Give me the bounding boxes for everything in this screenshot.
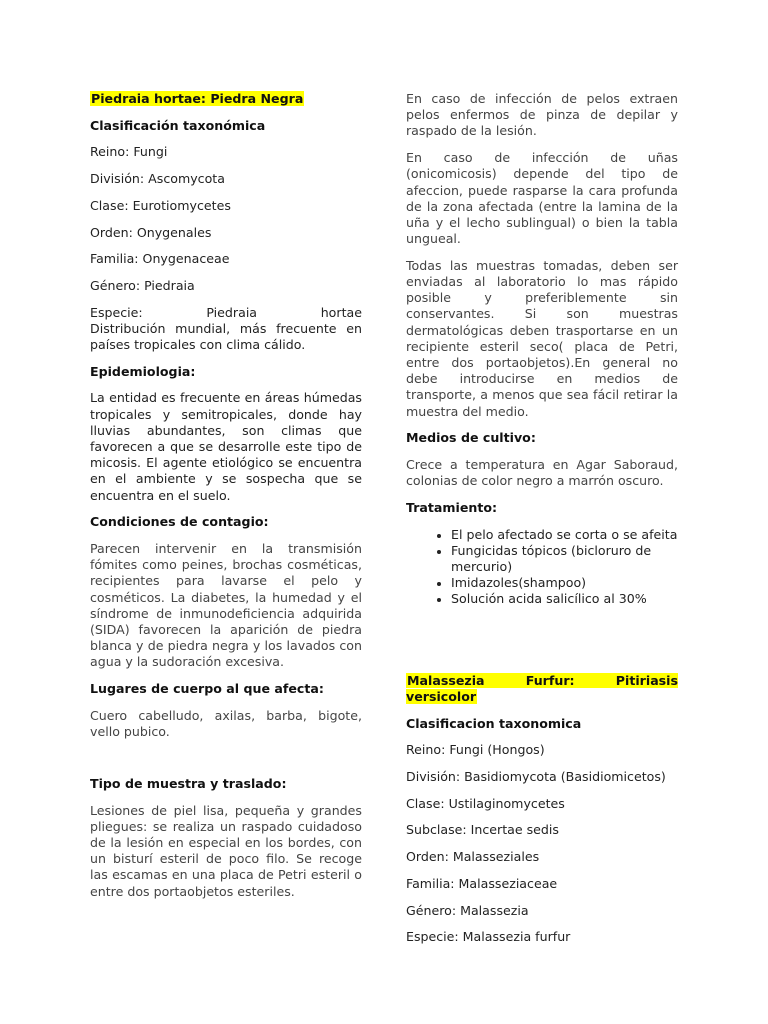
list-item: • Solución acida salicílico al 30%: [451, 591, 678, 607]
spacer: [90, 751, 362, 776]
especie-line-2: Especie: Malassezia furfur: [406, 929, 571, 945]
reino-line: Reino: Fungi: [90, 144, 168, 160]
taxonomy-heading: Clasificación taxonómica: [90, 117, 266, 133]
contagio-heading: Condiciones de contagio:: [90, 514, 269, 530]
cultivo-heading: Medios de cultivo:: [406, 430, 536, 446]
especie-distribucion: [90, 305, 362, 354]
tratamiento-list: [406, 527, 678, 608]
distribucion-text: Distribución mundial, más frecuente en países tropicales con clima cálido.: [90, 320, 362, 353]
cultivo-text: Crece a temperatura en Agar Saboraud, colonias de color negro a marrón oscuro.: [406, 457, 678, 489]
pelos-text: En caso de infección de pelos extraen pelos enfermos de pinza de depilar y raspado de la lesión.: [406, 91, 678, 139]
section-title-2: Malassezia Furfur: Pitiriasis versicolor: [406, 672, 678, 704]
spacer: [406, 618, 678, 673]
genero-line: Género: Piedraia: [90, 277, 195, 293]
list-item: • Imidazoles(shampoo): [451, 575, 678, 591]
subclase-line-2: Subclase: Incertae sedis: [406, 822, 559, 838]
orden-line-2: Orden: Malasseziales: [406, 849, 540, 865]
unas-text: En caso de infección de uñas (onicomicosis) depende del tipo de afeccion, puede rasparse la cara profunda de la zona afectada (entre la lamina de la uña y el lecho sublingual) o bien la tabla ungueal.: [406, 150, 678, 247]
tratamiento-heading: Tratamiento:: [406, 499, 498, 515]
muestras-text: Todas las muestras tomadas, deben ser enviadas al laboratorio lo mas rápido posible y preferiblemente sin conservantes. Si son muestras dermatológicas deben trasportarse en un recipiente esteril seco( placa de Petri, entre dos portaobjetos).En general no debe introducirse en medios de transporte, a menos que sea fácil retirar la muestra del medio.: [406, 257, 678, 419]
list-item: • Fungicidas tópicos (bicloruro de mercurio): [451, 543, 678, 575]
lugares-text: Cuero cabelludo, axilas, barba, bigote, vello pubico.: [90, 707, 362, 740]
muestra-text: Lesiones de piel lisa, pequeña y grandes pliegues: se realiza un raspado cuidadoso de la lesión en especial en los bordes, con un bisturí esteril de poco filo. Se recoge las escamas en una placa de Petri esteril o entre dos portaobjetos esteriles.: [90, 802, 362, 899]
division-line-2: División: Basidiomycota (Basidiomicetos): [406, 769, 666, 784]
epidemiologia-heading: Epidemiologia:: [90, 363, 196, 379]
familia-line-2: Familia: Malasseziaceae: [406, 875, 558, 891]
familia-line: Familia: Onygenaceae: [90, 251, 230, 267]
reino-line-2: Reino: Fungi (Hongos): [406, 742, 545, 758]
genero-line-2: Género: Malassezia: [406, 902, 529, 918]
left-column: [90, 91, 362, 910]
clase-line: Clase: Eurotiomycetes: [90, 197, 231, 213]
epidemiologia-text: La entidad es frecuente en áreas húmedas tropicales y semitropicales, donde hay lluvias abundantes, son climas que favorecen a que se desarrolle este tipo de micosis. El agente etiológico se encuentra en el ambiente y se sospecha que se encuentra en el suelo.: [90, 390, 362, 503]
division-line: División: Ascomycota: [90, 171, 225, 187]
taxonomy-heading-2: Clasificacion taxonomica: [406, 715, 582, 731]
list-item: • El pelo afectado se corta o se afeita: [451, 527, 678, 543]
contagio-text: Parecen intervenir en la transmisión fómites como peines, brochas cosméticas, recipientes para lavarse el pelo y cosméticos. La diabetes, la humedad y el síndrome de inmunodeficiencia adquirida (SIDA) favorecen la aparición de piedra blanca y de piedra negra y los lavados con agua y la sudoración excesiva.: [90, 541, 362, 670]
right-column: [406, 91, 678, 956]
orden-line: Orden: Onygenales: [90, 224, 212, 240]
muestra-heading: Tipo de muestra y traslado:: [90, 775, 287, 791]
lugares-heading: Lugares de cuerpo al que afecta:: [90, 681, 324, 697]
especie-line: Especie: Piedraia hortae: [90, 304, 362, 320]
clase-line-2: Clase: Ustilaginomycetes: [406, 795, 565, 811]
section-title: Piedraia hortae: Piedra Negra: [91, 91, 304, 106]
